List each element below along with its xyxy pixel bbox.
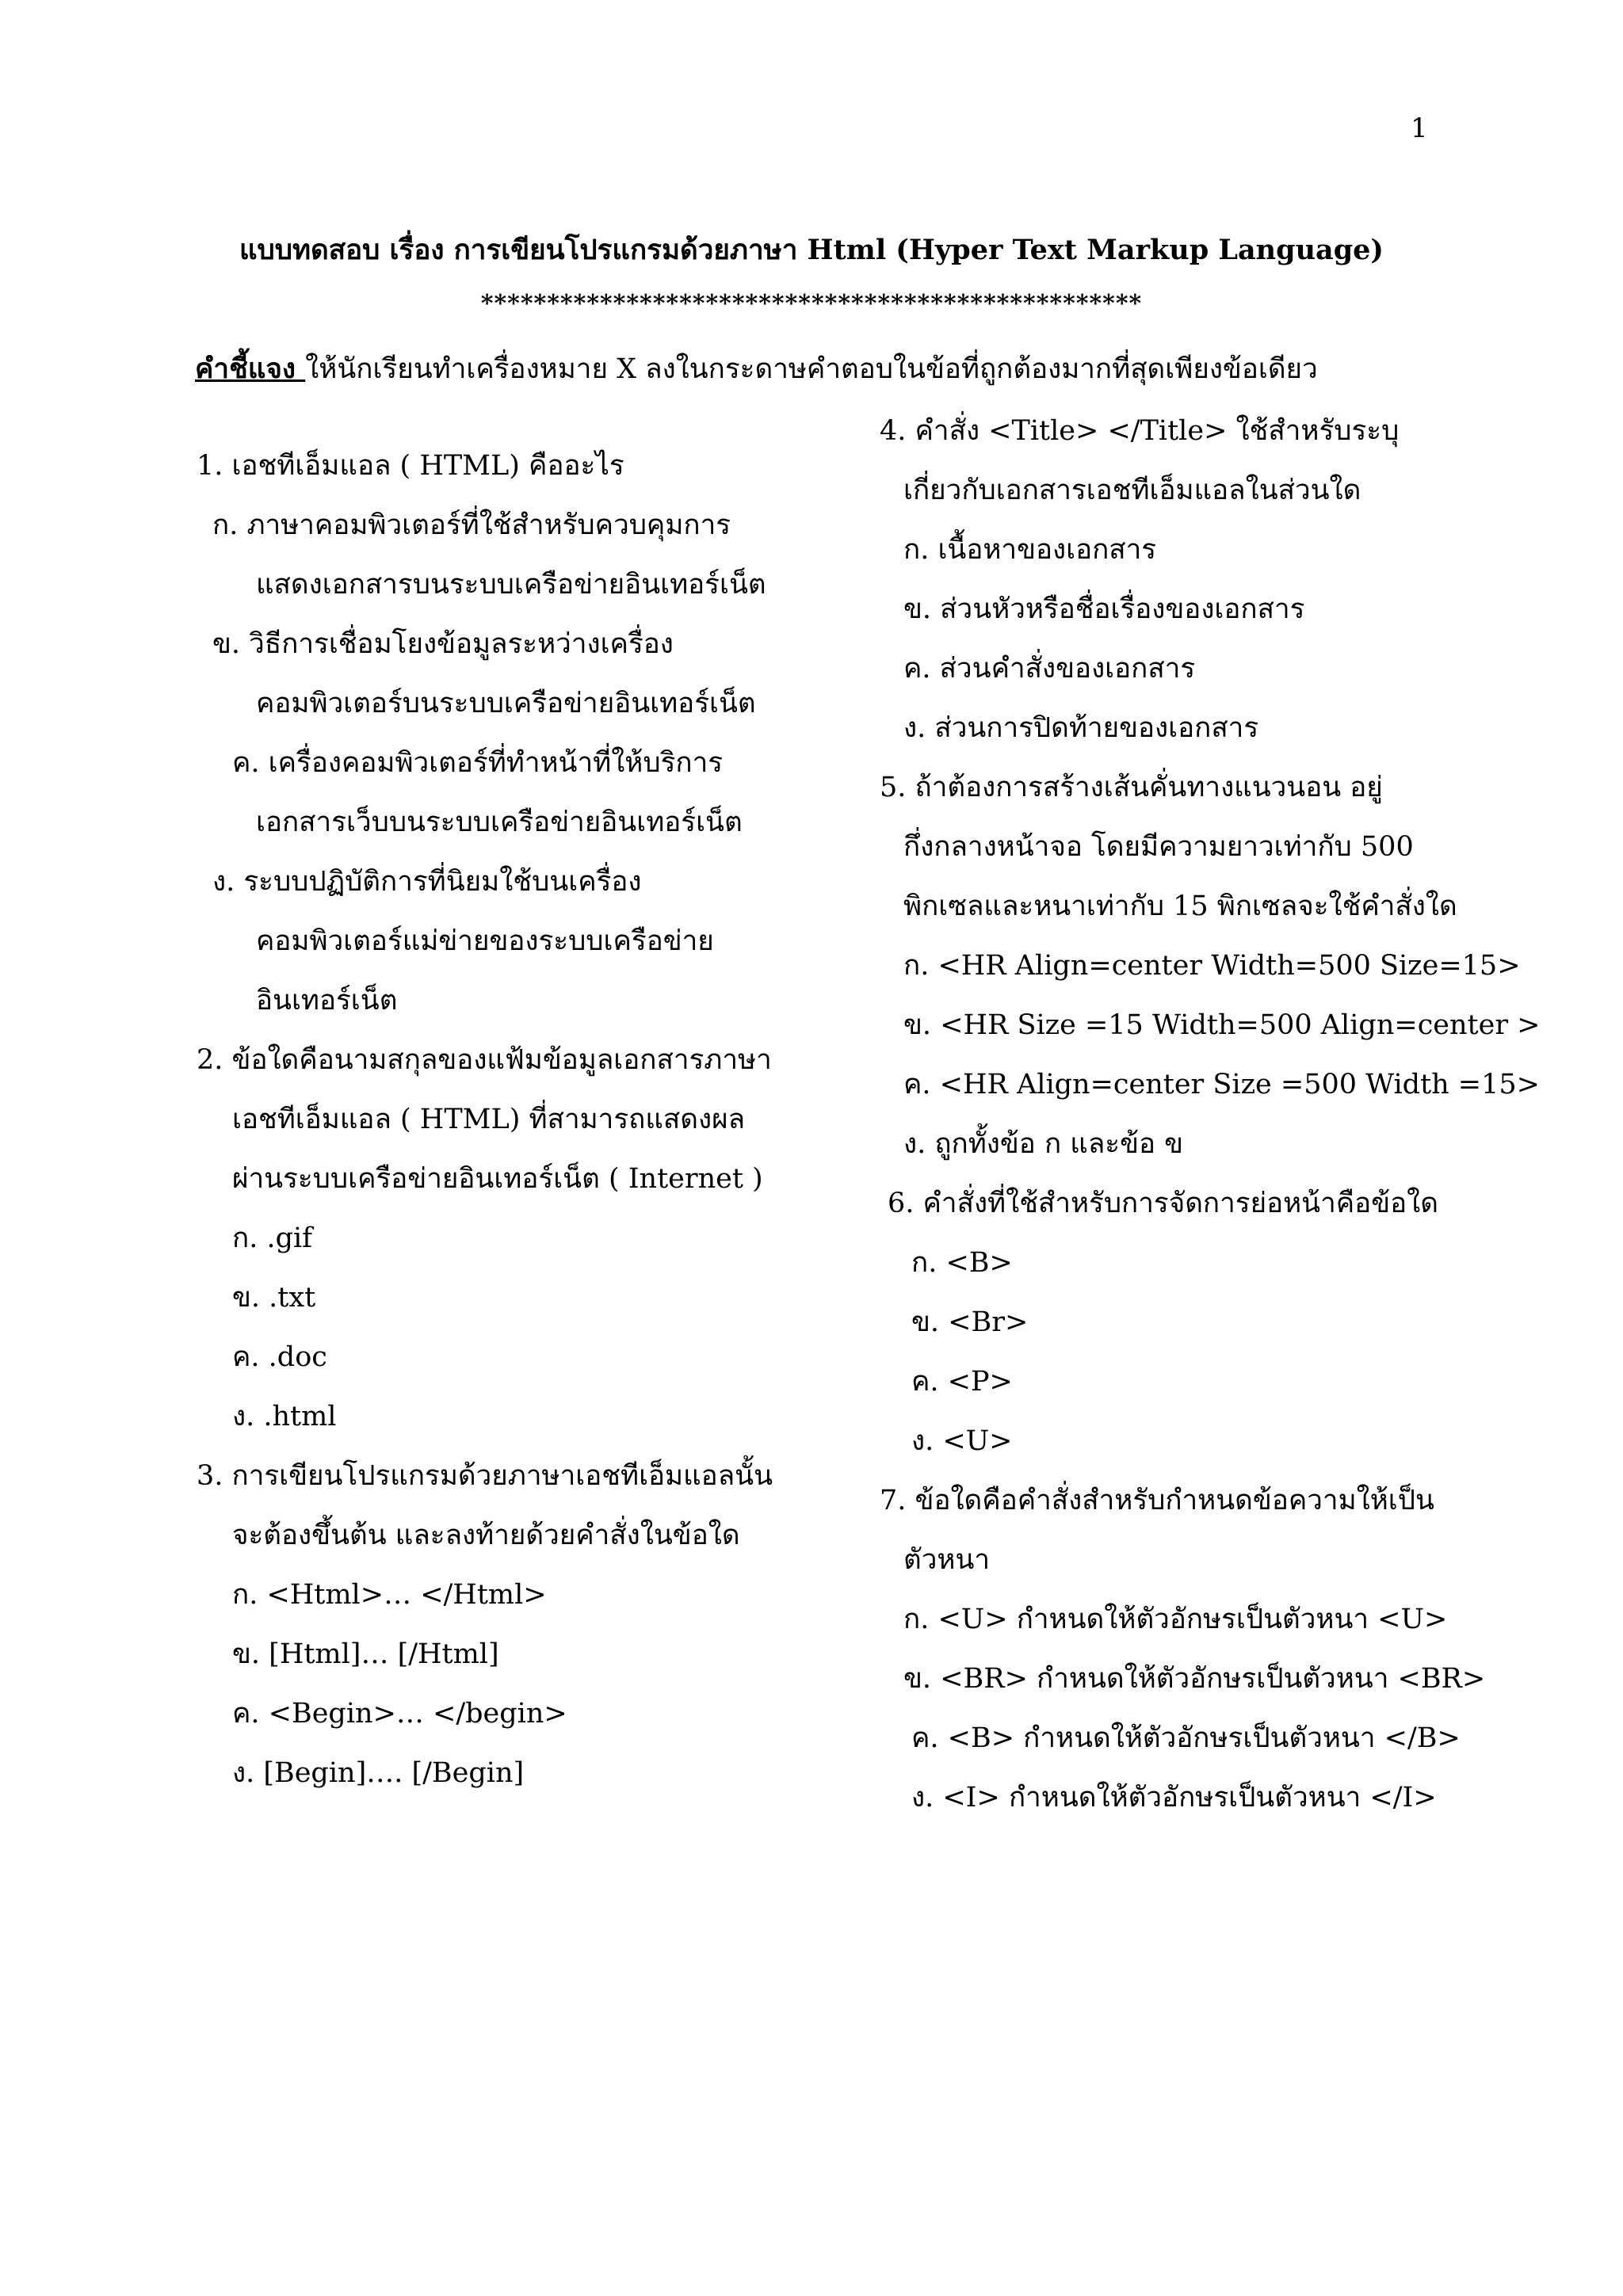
choice-2a: ก. .gif bbox=[232, 1222, 313, 1254]
question-2-cont: เอชทีเอ็มแอล ( HTML) ที่สามารถแสดงผล bbox=[232, 1104, 746, 1135]
choice-6d: ง. <U> bbox=[911, 1425, 1013, 1457]
choice-5d: ง. ถูกทั้งข้อ ก และข้อ ข bbox=[903, 1128, 1184, 1160]
question-2: 2. ข้อใดคือนามสกุลของแฟ้มข้อมูลเอกสารภาษา bbox=[197, 1044, 772, 1076]
question-6: 6. คำสั่งที่ใช้สำหรับการจัดการย่อหน้าคือข้อใด bbox=[888, 1188, 1438, 1219]
question-7: 7. ข้อใดคือคำสั่งสำหรับกำหนดข้อความให้เป็น bbox=[880, 1485, 1434, 1516]
question-4: 4. คำสั่ง <Title> </Title> ใช้สำหรับระบุ bbox=[880, 415, 1400, 447]
choice-1b: ข. วิธีการเชื่อมโยงข้อมูลระหว่างเครื่อง bbox=[212, 628, 674, 660]
question-5-cont2: พิกเซลและหนาเท่ากับ 15 พิกเซลจะใช้คำสั่งใด bbox=[903, 891, 1457, 922]
choice-7b: ข. <BR> กำหนดให้ตัวอักษรเป็นตัวหนา <BR> bbox=[903, 1663, 1486, 1695]
choice-1b-cont: คอมพิวเตอร์บนระบบเครือข่ายอินเทอร์เน็ต bbox=[256, 688, 756, 719]
question-4-cont: เกี่ยวกับเอกสารเอชทีเอ็มแอลในส่วนใด bbox=[903, 475, 1361, 506]
choice-7c: ค. <B> กำหนดให้ตัวอักษรเป็นตัวหนา </B> bbox=[911, 1722, 1461, 1754]
choice-5b: ข. <HR Size =15 Width=500 Align=center > bbox=[903, 1009, 1541, 1041]
choice-2d: ง. .html bbox=[232, 1401, 337, 1432]
choice-1d: ง. ระบบปฏิบัติการที่นิยมใช้บนเครื่อง bbox=[212, 866, 642, 898]
question-5-cont: กึ่งกลางหน้าจอ โดยมีความยาวเท่ากับ 500 bbox=[903, 831, 1414, 863]
choice-6b: ข. <Br> bbox=[911, 1306, 1029, 1338]
instruction-text: ให้นักเรียนทำเครื่องหมาย X ลงในกระดาษคำตอบในข้อที่ถูกต้องมากที่สุดเพียงข้อเดียว bbox=[305, 353, 1318, 385]
instruction bbox=[195, 347, 1318, 391]
choice-1d-cont2: อินเทอร์เน็ต bbox=[256, 985, 398, 1016]
choice-4a: ก. เนื้อหาของเอกสาร bbox=[903, 534, 1157, 566]
page-title: แบบทดสอบ เรื่อง การเขียนโปรแกรมด้วยภาษา Html (Hyper Text Markup Language) bbox=[239, 234, 1384, 266]
choice-3a: ก. <Html>… </Html> bbox=[232, 1579, 547, 1611]
question-1: 1. เอชทีเอ็มแอล ( HTML) คืออะไร bbox=[197, 450, 624, 482]
separator-stars: ************************************************** bbox=[480, 290, 1143, 318]
choice-1a-cont: แสดงเอกสารบนระบบเครือข่ายอินเทอร์เน็ต bbox=[256, 569, 766, 601]
choice-3b: ข. [Html]… [/Html] bbox=[232, 1638, 499, 1670]
question-7-cont: ตัวหนา bbox=[903, 1544, 991, 1576]
choice-1a: ก. ภาษาคอมพิวเตอร์ที่ใช้สำหรับควบคุมการ bbox=[212, 509, 731, 541]
question-3: 3. การเขียนโปรแกรมด้วยภาษาเอชทีเอ็มแอลนั้น bbox=[197, 1460, 773, 1492]
right-column bbox=[880, 407, 1541, 1833]
choice-3d: ง. [Begin]…. [/Begin] bbox=[232, 1757, 525, 1789]
question-2-cont2: ผ่านระบบเครือข่ายอินเทอร์เน็ต ( Internet ) bbox=[232, 1163, 763, 1195]
choice-1c: ค. เครื่องคอมพิวเตอร์ที่ทำหน้าที่ให้บริการ bbox=[232, 747, 724, 779]
left-column bbox=[197, 442, 773, 1809]
choice-4d: ง. ส่วนการปิดท้ายของเอกสาร bbox=[903, 712, 1259, 744]
choice-1c-cont: เอกสารเว็บบนระบบเครือข่ายอินเทอร์เน็ต bbox=[256, 807, 743, 838]
choice-7a: ก. <U> กำหนดให้ตัวอักษรเป็นตัวหนา <U> bbox=[903, 1604, 1448, 1635]
choice-2b: ข. .txt bbox=[232, 1282, 316, 1314]
choice-4b: ข. ส่วนหัวหรือชื่อเรื่องของเอกสาร bbox=[903, 593, 1305, 625]
question-5: 5. ถ้าต้องการสร้างเส้นคั่นทางแนวนอน อยู่ bbox=[880, 772, 1383, 803]
choice-1d-cont: คอมพิวเตอร์แม่ข่ายของระบบเครือข่าย bbox=[256, 925, 714, 957]
instruction-label: คำชี้แจง bbox=[195, 353, 306, 385]
page-number: 1 bbox=[1411, 113, 1428, 144]
choice-3c: ค. <Begin>… </begin> bbox=[232, 1698, 567, 1730]
question-3-cont: จะต้องขึ้นต้น และลงท้ายด้วยคำสั่งในข้อใด bbox=[232, 1520, 740, 1551]
choice-2c: ค. .doc bbox=[232, 1341, 327, 1373]
choice-7d: ง. <I> กำหนดให้ตัวอักษรเป็นตัวหนา </I> bbox=[911, 1782, 1437, 1814]
choice-5c: ค. <HR Align=center Size =500 Width =15> bbox=[903, 1069, 1541, 1100]
choice-5a: ก. <HR Align=center Width=500 Size=15> bbox=[903, 950, 1521, 982]
choice-6a: ก. <B> bbox=[911, 1247, 1013, 1279]
choice-4c: ค. ส่วนคำสั่งของเอกสาร bbox=[903, 653, 1196, 685]
choice-6c: ค. <P> bbox=[911, 1366, 1013, 1398]
